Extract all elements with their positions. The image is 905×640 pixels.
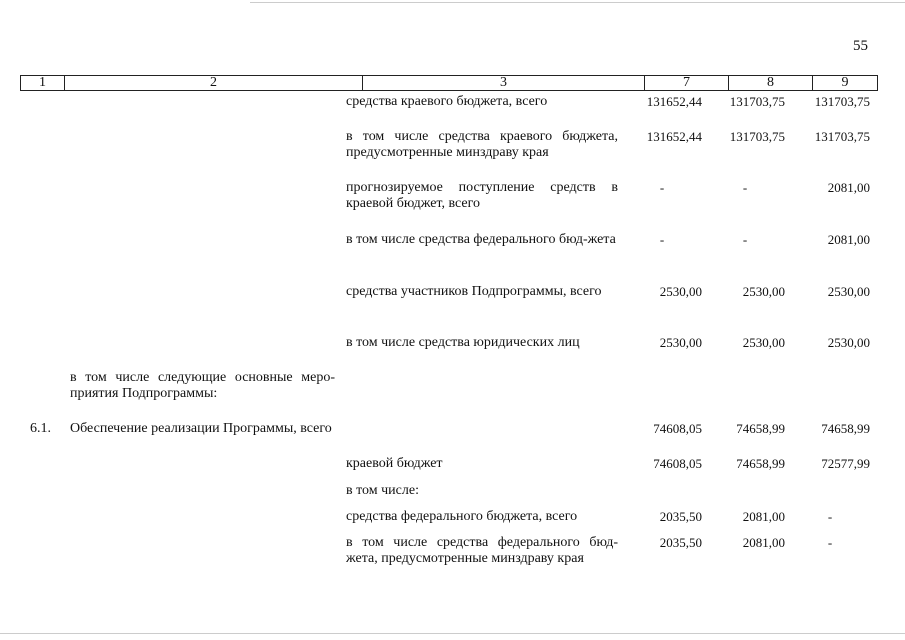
value-col-8: 2530,00 bbox=[742, 284, 785, 299]
row-description: в том числе средства федерального бюд-жета bbox=[346, 232, 616, 247]
value-col-7: 131652,44 bbox=[646, 94, 702, 109]
value-col-9: - bbox=[827, 509, 833, 524]
row-name: в том числе следующие основные меро-приятия Подпрограммы: bbox=[70, 370, 335, 401]
value-col-9: 131703,75 bbox=[814, 94, 870, 109]
value-col-9: 2081,00 bbox=[827, 180, 870, 195]
page-number: 55 bbox=[853, 38, 868, 54]
value-col-7: 74608,05 bbox=[653, 456, 702, 471]
value-col-9: 2081,00 bbox=[827, 232, 870, 247]
value-col-7: 2035,50 bbox=[659, 509, 702, 524]
header-col-7: 7 bbox=[645, 76, 729, 90]
header-col-3: 3 bbox=[363, 76, 645, 90]
value-col-8: - bbox=[742, 180, 748, 195]
value-col-7: - bbox=[659, 180, 665, 195]
value-col-9: 74658,99 bbox=[821, 421, 870, 436]
value-col-9: 2530,00 bbox=[827, 284, 870, 299]
value-col-9: 131703,75 bbox=[814, 129, 870, 144]
row-name: Обеспечение реализации Программы, всего bbox=[70, 421, 332, 436]
value-col-8: 2530,00 bbox=[742, 335, 785, 350]
header-col-8: 8 bbox=[729, 76, 813, 90]
row-description: в том числе средства федерального бюд-жета, предусмотренные минздраву края bbox=[346, 535, 618, 566]
row-description: в том числе: bbox=[346, 483, 419, 498]
value-col-8: 2081,00 bbox=[742, 509, 785, 524]
row-number: 6.1. bbox=[30, 421, 51, 436]
value-col-7: 2530,00 bbox=[659, 335, 702, 350]
row-description: средства краевого бюджета, всего bbox=[346, 94, 548, 109]
value-col-9: - bbox=[827, 535, 833, 550]
value-col-8: 131703,75 bbox=[729, 129, 785, 144]
value-col-7: 74608,05 bbox=[653, 421, 702, 436]
value-col-8: 74658,99 bbox=[736, 456, 785, 471]
row-description: средства федерального бюджета, всего bbox=[346, 509, 578, 524]
header-col-9: 9 bbox=[841, 75, 849, 90]
row-description: краевой бюджет bbox=[346, 456, 443, 471]
header-col-2: 2 bbox=[65, 76, 363, 90]
row-description: прогнозируемое поступление средств в краевой бюджет, всего bbox=[346, 180, 618, 211]
value-col-7: 2530,00 bbox=[659, 284, 702, 299]
value-col-7: 131652,44 bbox=[646, 129, 702, 144]
scan-line-top bbox=[250, 2, 905, 3]
value-col-8: 74658,99 bbox=[736, 421, 785, 436]
header-col-1: 1 bbox=[21, 76, 65, 90]
value-col-9: 72577,99 bbox=[821, 456, 870, 471]
scan-line-bottom bbox=[0, 633, 905, 634]
table-header bbox=[20, 75, 878, 91]
value-col-7: 2035,50 bbox=[659, 535, 702, 550]
row-description: в том числе средства юридических лиц bbox=[346, 335, 580, 350]
row-description: в том числе средства краевого бюджета, предусмотренные минздраву края bbox=[346, 129, 618, 160]
value-col-7: - bbox=[659, 232, 665, 247]
value-col-8: - bbox=[742, 232, 748, 247]
value-col-8: 131703,75 bbox=[729, 94, 785, 109]
row-description: средства участников Подпрограммы, всего bbox=[346, 284, 602, 299]
value-col-8: 2081,00 bbox=[742, 535, 785, 550]
value-col-9: 2530,00 bbox=[827, 335, 870, 350]
